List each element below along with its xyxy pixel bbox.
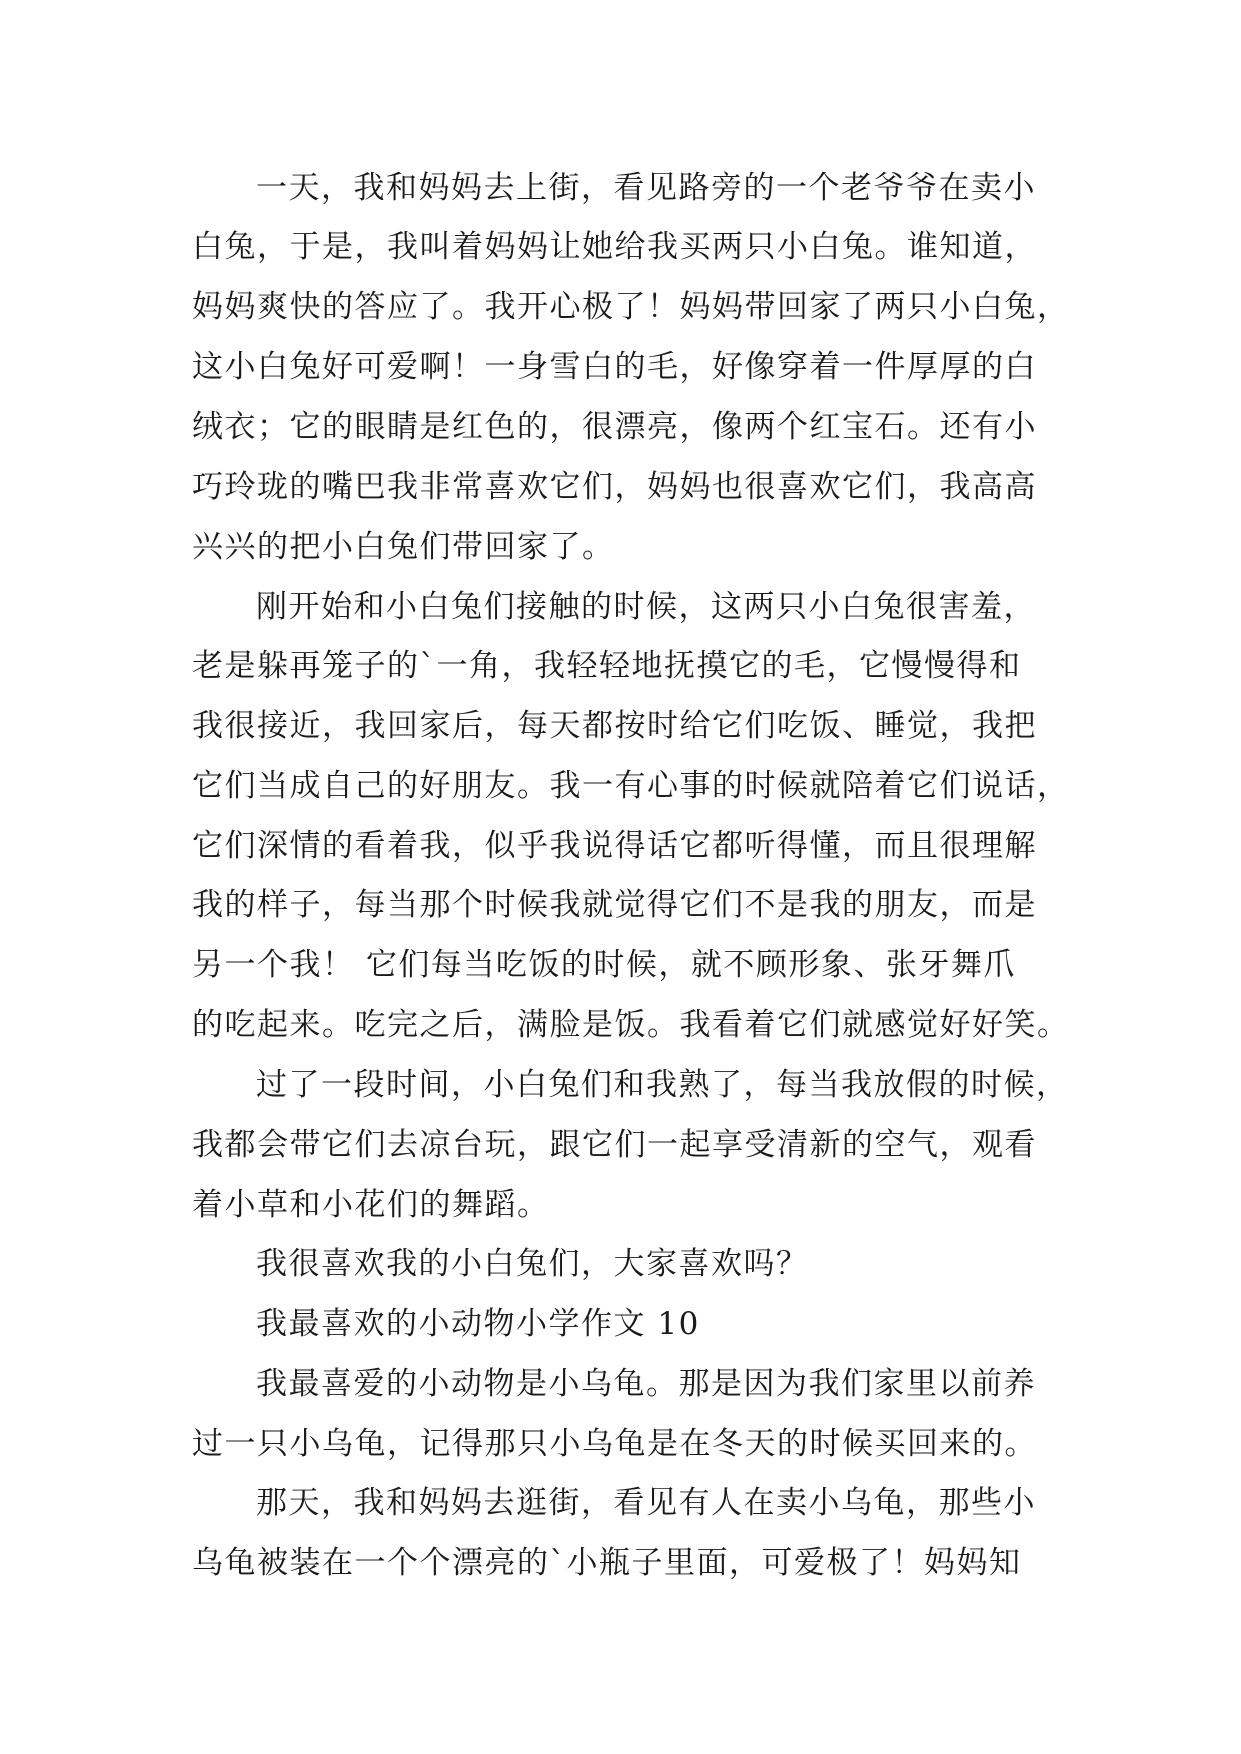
text-line: 乌龟被装在一个个漂亮的`小瓶子里面，可爱极了！妈妈知 (192, 1545, 1022, 1581)
text-line: 过了一段时间，小白兔们和我熟了，每当我放假的时候， (256, 1067, 1069, 1103)
text-line: 巧玲珑的嘴巴我非常喜欢它们，妈妈也很喜欢它们，我高高 (192, 469, 1037, 505)
text-line: 这小白兔好可爱啊！一身雪白的毛，好像穿着一件厚厚的白 (192, 349, 1037, 385)
text-line: 刚开始和小白兔们接触的时候，这两只小白兔很害羞， (256, 589, 1036, 625)
text-line: 另一个我！ 它们每当吃饭的时候，就不顾形象、张牙舞爪 (192, 947, 1016, 983)
text-line: 过一只小乌龟，记得那只小乌龟是在冬天的时候买回来的。 (192, 1426, 1037, 1462)
section-heading: 我最喜欢的小动物小学作文 10 (256, 1306, 700, 1342)
text-line: 它们当成自己的好朋友。我一有心事的时候就陪着它们说话， (192, 768, 1070, 804)
text-line: 的吃起来。吃完之后，满脸是饭。我看着它们就感觉好好笑。 (192, 1007, 1070, 1043)
text-line: 那天，我和妈妈去逛街，看见有人在卖小乌龟，那些小 (256, 1485, 1036, 1521)
text-line: 绒衣；它的眼睛是红色的，很漂亮，像两个红宝石。还有小 (192, 409, 1037, 445)
text-line: 我最喜爱的小动物是小乌龟。那是因为我们家里以前养 (256, 1366, 1036, 1402)
text-line: 我很接近，我回家后，每天都按时给它们吃饭、睡觉，我把 (192, 708, 1037, 744)
text-line: 着小草和小花们的舞蹈。 (192, 1187, 550, 1223)
text-line: 老是躲再笼子的`一角，我轻轻地抚摸它的毛，它慢慢得和 (192, 648, 1022, 684)
text-line: 我都会带它们去凉台玩，跟它们一起享受清新的空气，观看 (192, 1127, 1037, 1163)
text-line: 兴兴的把小白兔们带回家了。 (192, 529, 615, 565)
text-line: 白兔，于是，我叫着妈妈让她给我买两只小白兔。谁知道， (192, 229, 1037, 265)
text-line: 我很喜欢我的小白兔们，大家喜欢吗？ (256, 1246, 809, 1282)
text-line: 妈妈爽快的答应了。我开心极了！妈妈带回家了两只小白兔， (192, 289, 1070, 325)
text-line: 它们深情的看着我，似乎我说得话它都听得懂，而且很理解 (192, 828, 1037, 864)
text-line: 一天，我和妈妈去上街，看见路旁的一个老爷爷在卖小 (256, 170, 1036, 206)
text-line: 我的样子，每当那个时候我就觉得它们不是我的朋友，而是 (192, 887, 1037, 923)
